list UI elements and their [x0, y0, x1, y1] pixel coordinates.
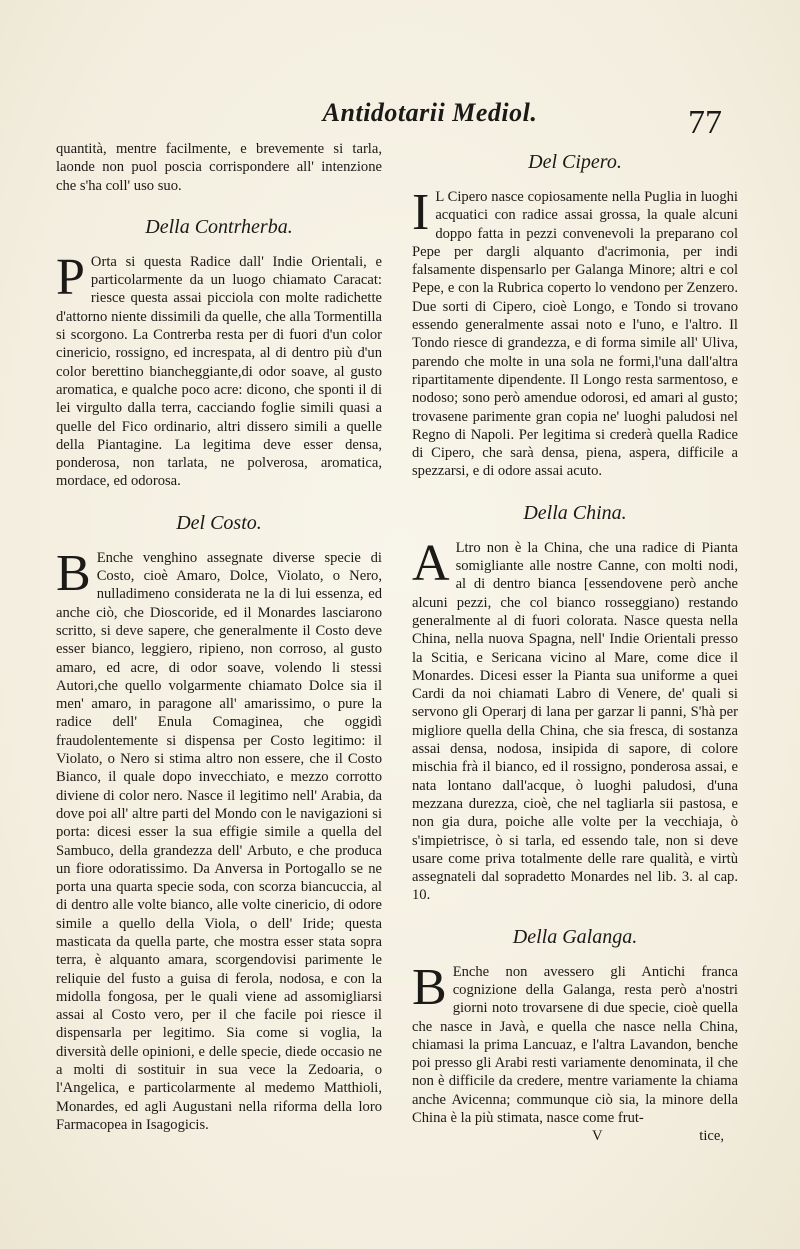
running-head: Antidotarii Mediol.: [322, 98, 538, 127]
section-heading-contrherba: Della Contrherba.: [145, 215, 293, 238]
section-heading-galanga: Della Galanga.: [512, 925, 638, 948]
drop-cap: A: [412, 534, 450, 592]
drop-cap: P: [56, 248, 85, 306]
section-body-galanga: [412, 958, 738, 1128]
section-text: Ltro non è la China, che una radice di Pianta somigliante alle nostre Canne, con molti nodi, al di dentro bianca [essendovene però anche alcuni pezzi, che col bianco rosseggiano) restando generalmente al di fuori colorata. Nasce questa nella China, nella nuova Spagna, nell' Indie Orientali presso la Scitia, e Sericana vicino al Mare, come dice il Monardes. Dicesi esser la Pianta sua uniforme a quei Cardi da noi chiamati Labro di Venere, de' quali si servono gli Operarj di lana per garzar li panni, S'hà per migliore quella della China, che sia fresca, di sostanza assai densa, nodosa, insipida di sapore, di colore mischia frà il bianco, ed il rossigno, ponderosa assai, e nata lontano dall'acque, ò luoghi paludosi, d'una mezzana durezza, cioè, che nel tagliarla sii pastosa, e non gia dura, poiche alle volte per la vecchiaja, ò s'impietrisce, ò si tarla, ed essendo tale, non si deve usare come priva totalmente delle rare qualità, e virtù assegnateli dal sopradetto Monardes nel lib. 3. al cap. 10.: [412, 539, 738, 904]
section-body-costo: [56, 544, 382, 1135]
page-number: 77: [688, 104, 722, 141]
right-column: [412, 150, 738, 1146]
section-heading-cipero: Del Cipero.: [528, 151, 622, 173]
drop-cap: I: [412, 184, 430, 241]
section-text: Orta si questa Radice dall' Indie Orientali, e particolarmente da un luogo chiamato Caracat: riesce questa assai picciola con molte radichette d'attorno niente dissimili da quelle, che alla Tormentilla si scorgono. La Contrerba resta per di fuori d'un color cinericio, rossigno, ed increspata, al di dentro più d'un color berettino biancheggiante,di odor soave, al gusto aromatica, e qualche poco acre: dicono, che sponti il di lei virgulto dalla terra, cacciando foglie simili quasi a quelle del Fico ordinario, altri dissero simili a quelle della Piantagine. La legitima deve esser densa, ponderosa, non tarlata, ne polverosa, aromatica, mordace, ed odorosa.: [56, 253, 382, 490]
section-text: L Cipero nasce copiosamente nella Puglia in luoghi acquatici con radice assai grossa, la quale alcuni doppo fatta in pezzi convenevoli la preparano col Pepe per dargli alquanto d'acrimonia, per indi falsamente dispensarlo per Galanga Minore; altri e col Pepe, e con la Rubrica coperto lo vendono per Zenzero. Due sorti di Cipero, cioè Longo, e Tondo si trovano essendo generalmente assai noto e l'uno, e l'altro. Il Tondo riesce di grandezza, e di forma simile all' Uliva, parendo che molte in una sola ne formi,l'una dall'altra ripartitamente dipendente. Il Longo resta sarmentoso, e nodoso; sono però amendue odorosi, ed amari al gusto; trovasene parimente gran copia ne' luoghi paludosi nel Regno di Napoli. Per legitima si crederà quella Radice di Cipero, che sarà densa, piena, aspera, difficile a spezzarsi, e di odore assai acuto.: [412, 189, 738, 480]
section-body-cipero: [412, 184, 738, 481]
drop-cap: B: [56, 544, 91, 602]
section-heading-costo: Del Costo.: [176, 511, 262, 534]
section-heading-china: Della China.: [523, 501, 627, 524]
signature-mark: V: [592, 1128, 603, 1145]
drop-cap: B: [412, 958, 447, 1016]
continuation-paragraph: quantità, mentre facilmente, e brevemente si tarla, laonde non puol poscia corrispondere all' intenzione che s'ha coll' uso suo.: [56, 141, 382, 194]
section-text: Enche non avessero gli Antichi franca cognizione della Galanga, resta però a'nostri giorni noto trovarsene di due specie, cioè quella che nasce in Javà, e quella che nasce nella China, chiamasi la prima Lancuaz, e l'altra Lavandon, benche poi presso gli Arabi resti variamente denominata, il che non è difficile da credere, mentre variamente la chiama anche Avicenna; communque ciò sia, la minore della China è la più stimata, nasce come frut-: [412, 963, 738, 1127]
left-column: [56, 140, 382, 1134]
section-body-contrherba: [56, 248, 382, 491]
section-body-china: [412, 534, 738, 905]
catchword: tice,: [699, 1128, 724, 1145]
section-text: Enche venghino assegnate diverse specie di Costo, cioè Amaro, Dolce, Violato, o Nero, nulladimeno considerata ne la di lui essenza, ed anche ciò, che Dioscoride, ed il Monardes lasciarono scritto, si deve sapere, che generalmente il Costo deve esser bianco, leggiero, ripieno, non corroso, al gusto amaro, ed acre, di odor soave, volendo li stessi Autori,che quello volgarmente chiamato Dolce sia il men' amaro, in paragone all' amarissimo, o pure la radice dell' Enula Comaginea, che oggidì fraudolentemente si dispensa per Costo legitimo: il Violato, o Nero si stima altro non essere, che il Costo Bianco, il quale dopo invecchiato, e mezzo corrotto diviene di color nero. Nasce il legitimo nell' Arabia, da dove poi all' altre parti del Mondo con le navigazioni si porta: dicesi esser la sua effigie simile a quella del Sambuco, della grandezza dell' Arbuto, e che produca un fiore odoratissimo. Da Anversa in Portogallo se ne porta una quarta specie soda, con scorza biancuccia, al di dentro alle volte bianco, alle volte cinericio, di odore simile a quello della Viola, o dell' Iride; questa masticata da quella parte, che mostra esser stata sopra terra, è alquanto amara, scorgendovisi parimente le reliquie del fusto a guisa di ferola, nodosa, e con la midolla fongosa, per le quali viene ad assomigliarsi assai al Costo vero, per il che facile poi riesce il dispensarla per legitimo. Sia come si voglia, la diversità delle opinioni, e delle specie, diede occasio ne a molti di sostituir in sua vece la Zedoaria, o l'Angelica, e particolarmente al medemo Matthioli, Monardes, ed agli Augustani nella riforma della loro Farmacopea in Isagogicis.: [56, 549, 382, 1133]
catchword-line: [412, 1127, 738, 1145]
